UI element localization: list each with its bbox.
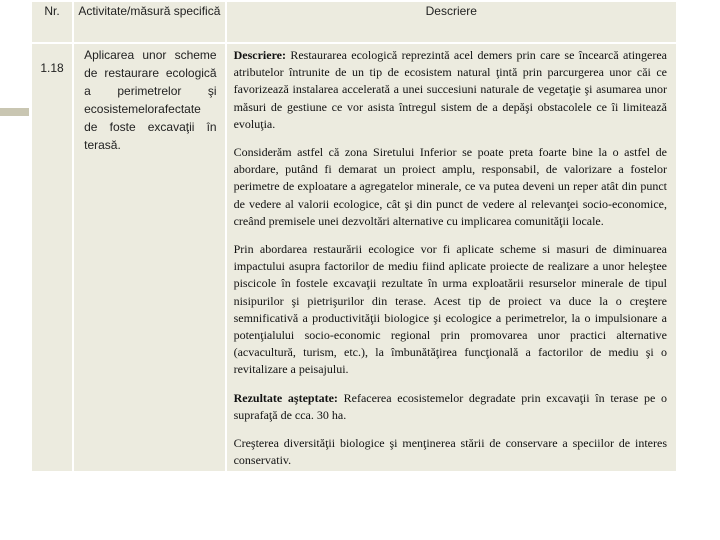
expected-results-text: Refacerea ecosistemelor degradate prin excavaţii în terase pe o suprafaţă de cca. 30 ha.: [233, 390, 668, 422]
table-row: [32, 44, 676, 471]
measures-table: [30, 0, 678, 473]
description-paragraph-1: [234, 47, 667, 133]
row-activity: Aplicarea unor scheme de restaurare ecologică a perimetrelor şi ecosistemelorafectate de foste excavaţii în terasă.: [74, 44, 224, 471]
row-description: [227, 44, 676, 471]
expected-results-label: Rezultate aşteptate:: [233, 390, 338, 405]
description-text: Restaurarea ecologică reprezintă acel demers prin care se încearcă atingerea atributelor întrunite de un tip de ecosistem natural ţintă prin parcurgerea unor căi ce favorizează instalarea accelerată a unei succesiuni naturale de vegetaţie şi asumarea unor măsuri de gestiune ce vor asista întregul sistem de a depăşi obstacolele ce îi limitează evoluţia.: [233, 48, 667, 131]
row-nr: 1.18: [40, 60, 64, 75]
description-paragraph-3: Prin abordarea restaurării ecologice vor fi aplicate scheme si masuri de diminuarea impactului asupra factorilor de mediu fiind aplicate proiecte de realizare a unor heleştee piscicole în fostele excavaţii rezultate în urma exploatării resurselor minerale de tipul nisipurilor şi pietrişurilor din terase. Acest tip de proiect va duce la o creştere semnificativă a productivităţii biologice şi ecologice a perimetrelor, la o impulsionare a potenţialului socio-economic regional prin promovarea unor practici alternative (acvacultură, turism, etc.), la îmbunătăţirea funcţională a factorilor de mediu şi o revitalizare a peisajului.: [233, 242, 667, 377]
header-activity: Activitate/măsură specifică: [74, 2, 224, 42]
row-nr-cell: [32, 44, 72, 471]
description-paragraph-5: Creşterea diversităţii biologice şi menţinerea stării de conservare a speciilor de interes conservativ.: [233, 436, 667, 468]
description-label: Descriere:: [233, 48, 286, 62]
expected-results-paragraph: [234, 390, 667, 424]
header-description: Descriere: [227, 2, 676, 42]
header-nr: Nr.: [32, 2, 72, 42]
table-header-row: [32, 2, 676, 42]
description-paragraph-2: Considerăm astfel că zona Siretului Inferior se poate preta foarte bine la o astfel de abordare, putând fi demarat un proiect amplu, responsabil, de valorizare a fostelor perimetre de exploatare a agregatelor minerale, ce va putea deveni un reper atât din punct de vedere al valorii ecologice, cât şi din punct de vedere al relevanţei socio-economice, creând premisele unei dezvoltări alternative cu implicarea comunităţii locale.: [233, 145, 667, 228]
left-margin-strip: [0, 0, 29, 540]
left-margin-marker: [0, 108, 29, 116]
